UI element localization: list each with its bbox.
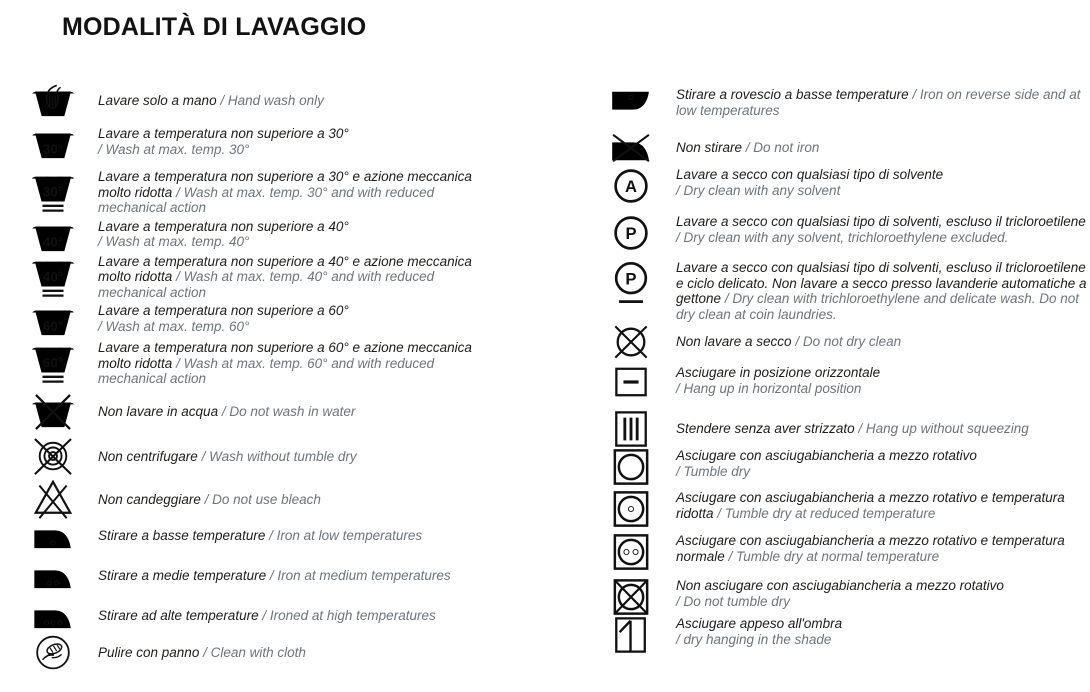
care-item-text [676,87,1090,118]
icon-box [30,480,76,520]
icon-box [30,340,76,384]
label-italian: Lavare a secco con qualsiasi tipo di solventi, escluso il tricloroetilene [676,214,1086,229]
label-english: / Iron at medium temperatures [269,567,451,583]
drip-dry-icon [608,410,654,448]
care-item-text [676,260,1090,322]
care-item-text [676,616,842,647]
care-item-text [676,167,943,198]
label-italian: Stirare a basse temperature [98,527,266,543]
wash-30-icon [30,126,76,160]
care-item-row [30,126,522,160]
label-english: / Wash without tumble dry [201,448,357,464]
care-item-text [98,528,422,544]
do-not-spin-icon [30,438,76,476]
svg-text:30°: 30° [42,184,64,200]
label-italian: Stirare a medie temperature [98,567,267,583]
label-english: / Dry clean with trichloroethylene and delicate wash. Do not dry clean at coin laundries. [676,291,1079,322]
wash-60-reduced-icon [30,340,76,384]
care-item-text [98,169,498,216]
label-italian: Non stirare [676,140,743,156]
icon-box [30,169,76,213]
iron-medium-icon [30,562,76,590]
icon-box [30,438,76,476]
tumble-dry-low-icon [608,490,654,528]
care-item-text [98,219,349,250]
care-item-row [30,634,522,672]
label-italian: Asciugare in posizione orizzontale [676,365,881,380]
icon-box [608,87,654,119]
icon-box [608,533,654,571]
svg-text:30°: 30° [43,141,64,157]
icon-box [608,616,654,654]
label-english: / Wash at max. temp. 30° and with reduced mechanical action [98,184,435,215]
label-italian: Stirare a rovescio a basse temperature [676,87,909,102]
care-item-text [98,126,349,157]
care-item-row [30,303,522,337]
care-item-row [30,480,522,520]
icon-box [608,490,654,528]
care-item-row [30,438,522,476]
label-italian: Lavare a temperatura non superiore a 60° [98,303,349,318]
icon-box [30,219,76,253]
care-item-row [608,578,1090,616]
label-italian: Lavare a temperatura non superiore a 60° e azione meccanica molto ridotta [98,340,472,371]
care-item-text [676,334,901,350]
care-item-text [98,608,436,624]
label-english: / Ironed at high temperatures [262,607,436,623]
care-item-text [676,365,880,396]
tumble-dry-icon [608,448,654,486]
care-item-text [676,533,1090,564]
care-item-text [676,578,1004,609]
label-english: / Dry clean with any solvent [676,182,841,198]
icon-box [30,303,76,337]
care-item-row [30,219,522,253]
care-item-text [676,214,1090,245]
care-item-text [98,93,324,109]
care-item-row [30,84,522,118]
icon-box [608,132,654,164]
label-english: / Hang up in horizontal position [676,380,862,396]
left-column [30,84,522,672]
do-not-bleach-icon [30,480,76,520]
care-item-row [30,169,522,216]
label-italian: Stendere senza aver strizzato [676,421,855,437]
dry-clean-p-icon [608,214,654,252]
icon-box [608,410,654,448]
care-item-row [30,562,522,590]
label-italian: Asciugare con asciugabiancheria a mezzo rotativo e temperatura ridotta [676,490,1065,521]
svg-text:A: A [625,177,637,197]
label-italian: Asciugare con asciugabiancheria a mezzo rotativo [676,448,977,463]
care-item-text [98,645,306,661]
wash-40-reduced-icon [30,254,76,298]
label-english: / Tumble dry at reduced temperature [717,505,936,521]
care-item-row [608,365,1090,399]
label-italian: Lavare a temperatura non superiore a 40° [98,218,349,234]
right-column [608,87,1090,654]
care-item-row [608,132,1090,164]
label-english: / dry hanging in the shade [676,631,832,647]
icon-box [608,448,654,486]
care-item-text [98,492,321,508]
icon-box [608,578,654,616]
care-item-text [98,449,357,465]
care-item-row [30,602,522,630]
page-title: MODALITÀ DI LAVAGGIO [62,13,367,41]
icon-box [30,394,76,430]
care-item-row [608,87,1090,119]
icon-box [30,602,76,630]
care-item-row [608,167,1090,205]
dry-flat-icon [608,365,654,399]
wash-30-reduced-icon [30,169,76,213]
label-english: / Iron at low temperatures [269,527,423,543]
label-italian: Lavare solo a mano [98,93,217,109]
tumble-dry-normal-icon [608,533,654,571]
label-italian: Stirare ad alte temperature [98,607,259,623]
care-item-text [98,303,349,334]
care-item-text [98,404,355,420]
label-english: / Hand wash only [220,93,324,109]
do-not-wash-icon [30,394,76,430]
iron-high-icon [30,602,76,630]
care-item-row [30,254,522,301]
icon-box [30,634,76,672]
care-item-row [608,616,1090,654]
icon-box [30,126,76,160]
label-english: / Wash at max. temp. 60° [98,318,250,334]
label-italian: Lavare a temperatura non superiore a 30° [98,126,349,141]
label-english: / Do not tumble dry [676,593,791,609]
dry-in-shade-icon [608,616,654,654]
do-not-iron-icon [608,132,654,164]
do-not-dry-clean-icon [608,323,654,361]
care-item-row [608,410,1090,448]
svg-text:40°: 40° [42,269,64,285]
care-item-text [98,340,498,387]
care-item-row [30,340,522,387]
svg-text:60°: 60° [42,355,64,371]
label-italian: Lavare a temperatura non superiore a 30° e azione meccanica molto ridotta [98,169,472,200]
icon-box [30,254,76,298]
care-item-row [608,448,1090,486]
label-english: / Wash at max. temp. 40° and with reduced mechanical action [98,269,435,300]
label-italian: Non centrifugare [98,448,198,464]
iron-low-icon [30,522,76,550]
label-italian: Lavare a temperatura non superiore a 40° e azione meccanica molto ridotta [98,253,472,284]
label-italian: Non asciugare con asciugabiancheria a mezzo rotativo [676,578,1004,593]
icon-box [608,167,654,205]
care-item-text [676,490,1090,521]
icon-box [608,214,654,252]
label-italian: Asciugare appeso all'ombra [676,616,843,631]
label-italian: Non candeggiare [98,491,201,507]
icon-box [608,260,654,304]
label-english: / Do not wash in water [221,403,356,419]
label-english: / Tumble dry [676,463,751,479]
care-item-text [676,421,1029,437]
care-item-row [608,214,1090,252]
svg-text:60°: 60° [43,318,64,334]
label-english: / Iron on reverse side and at low temperatures [676,87,1081,118]
label-english: / Wash at max. temp. 30° [98,141,250,157]
care-item-row [608,490,1090,528]
label-italian: Non lavare in acqua [98,403,219,419]
care-item-row [30,522,522,550]
care-item-text [676,140,819,156]
care-item-row [608,323,1090,361]
label-italian: Asciugare con asciugabiancheria a mezzo rotativo e temperatura normale [676,533,1065,564]
dry-clean-p-delicate-icon [608,260,654,304]
do-not-tumble-dry-icon [608,578,654,616]
label-italian: Lavare a secco con qualsiasi tipo di solvente [676,167,944,182]
svg-text:P: P [625,224,637,244]
label-italian: Lavare a secco con qualsiasi tipo di solventi, escluso il tricloroetilene e ciclo delicato. Non lavare a secco presso lavanderie automatiche a gettone [676,260,1087,306]
label-english: / Hang up without squeezing [858,421,1029,437]
care-item-text [98,254,498,301]
icon-box [30,84,76,118]
care-item-row [30,394,522,430]
icon-box [30,562,76,590]
wash-40-icon [30,219,76,253]
icon-box [608,323,654,361]
label-italian: Pulire con panno [98,644,200,660]
clean-with-cloth-icon [30,634,76,672]
label-english: / Wash at max. temp. 40° [98,234,250,249]
care-item-text [676,448,977,479]
label-english: / Clean with cloth [203,644,306,660]
hand-wash-icon [30,84,76,118]
care-item-row [608,533,1090,571]
dry-clean-any-solvent-icon [608,167,654,205]
svg-text:40°: 40° [43,233,64,249]
label-english: / Dry clean with any solvent, trichloroethylene excluded. [676,229,1009,245]
label-english: / Tumble dry at normal temperature [728,548,940,564]
svg-text:P: P [625,269,637,289]
label-english: / Wash at max. temp. 60° and with reduced mechanical action [98,355,435,386]
care-item-row [608,260,1090,322]
wash-60-icon [30,303,76,337]
label-english: / Do not dry clean [795,334,902,350]
iron-reverse-side-icon [608,87,654,119]
icon-box [30,522,76,550]
icon-box [608,365,654,399]
label-english: / Do not use bleach [204,491,321,507]
label-italian: Non lavare a secco [676,334,792,350]
care-item-text [98,568,451,584]
label-english: / Do not iron [745,140,820,156]
